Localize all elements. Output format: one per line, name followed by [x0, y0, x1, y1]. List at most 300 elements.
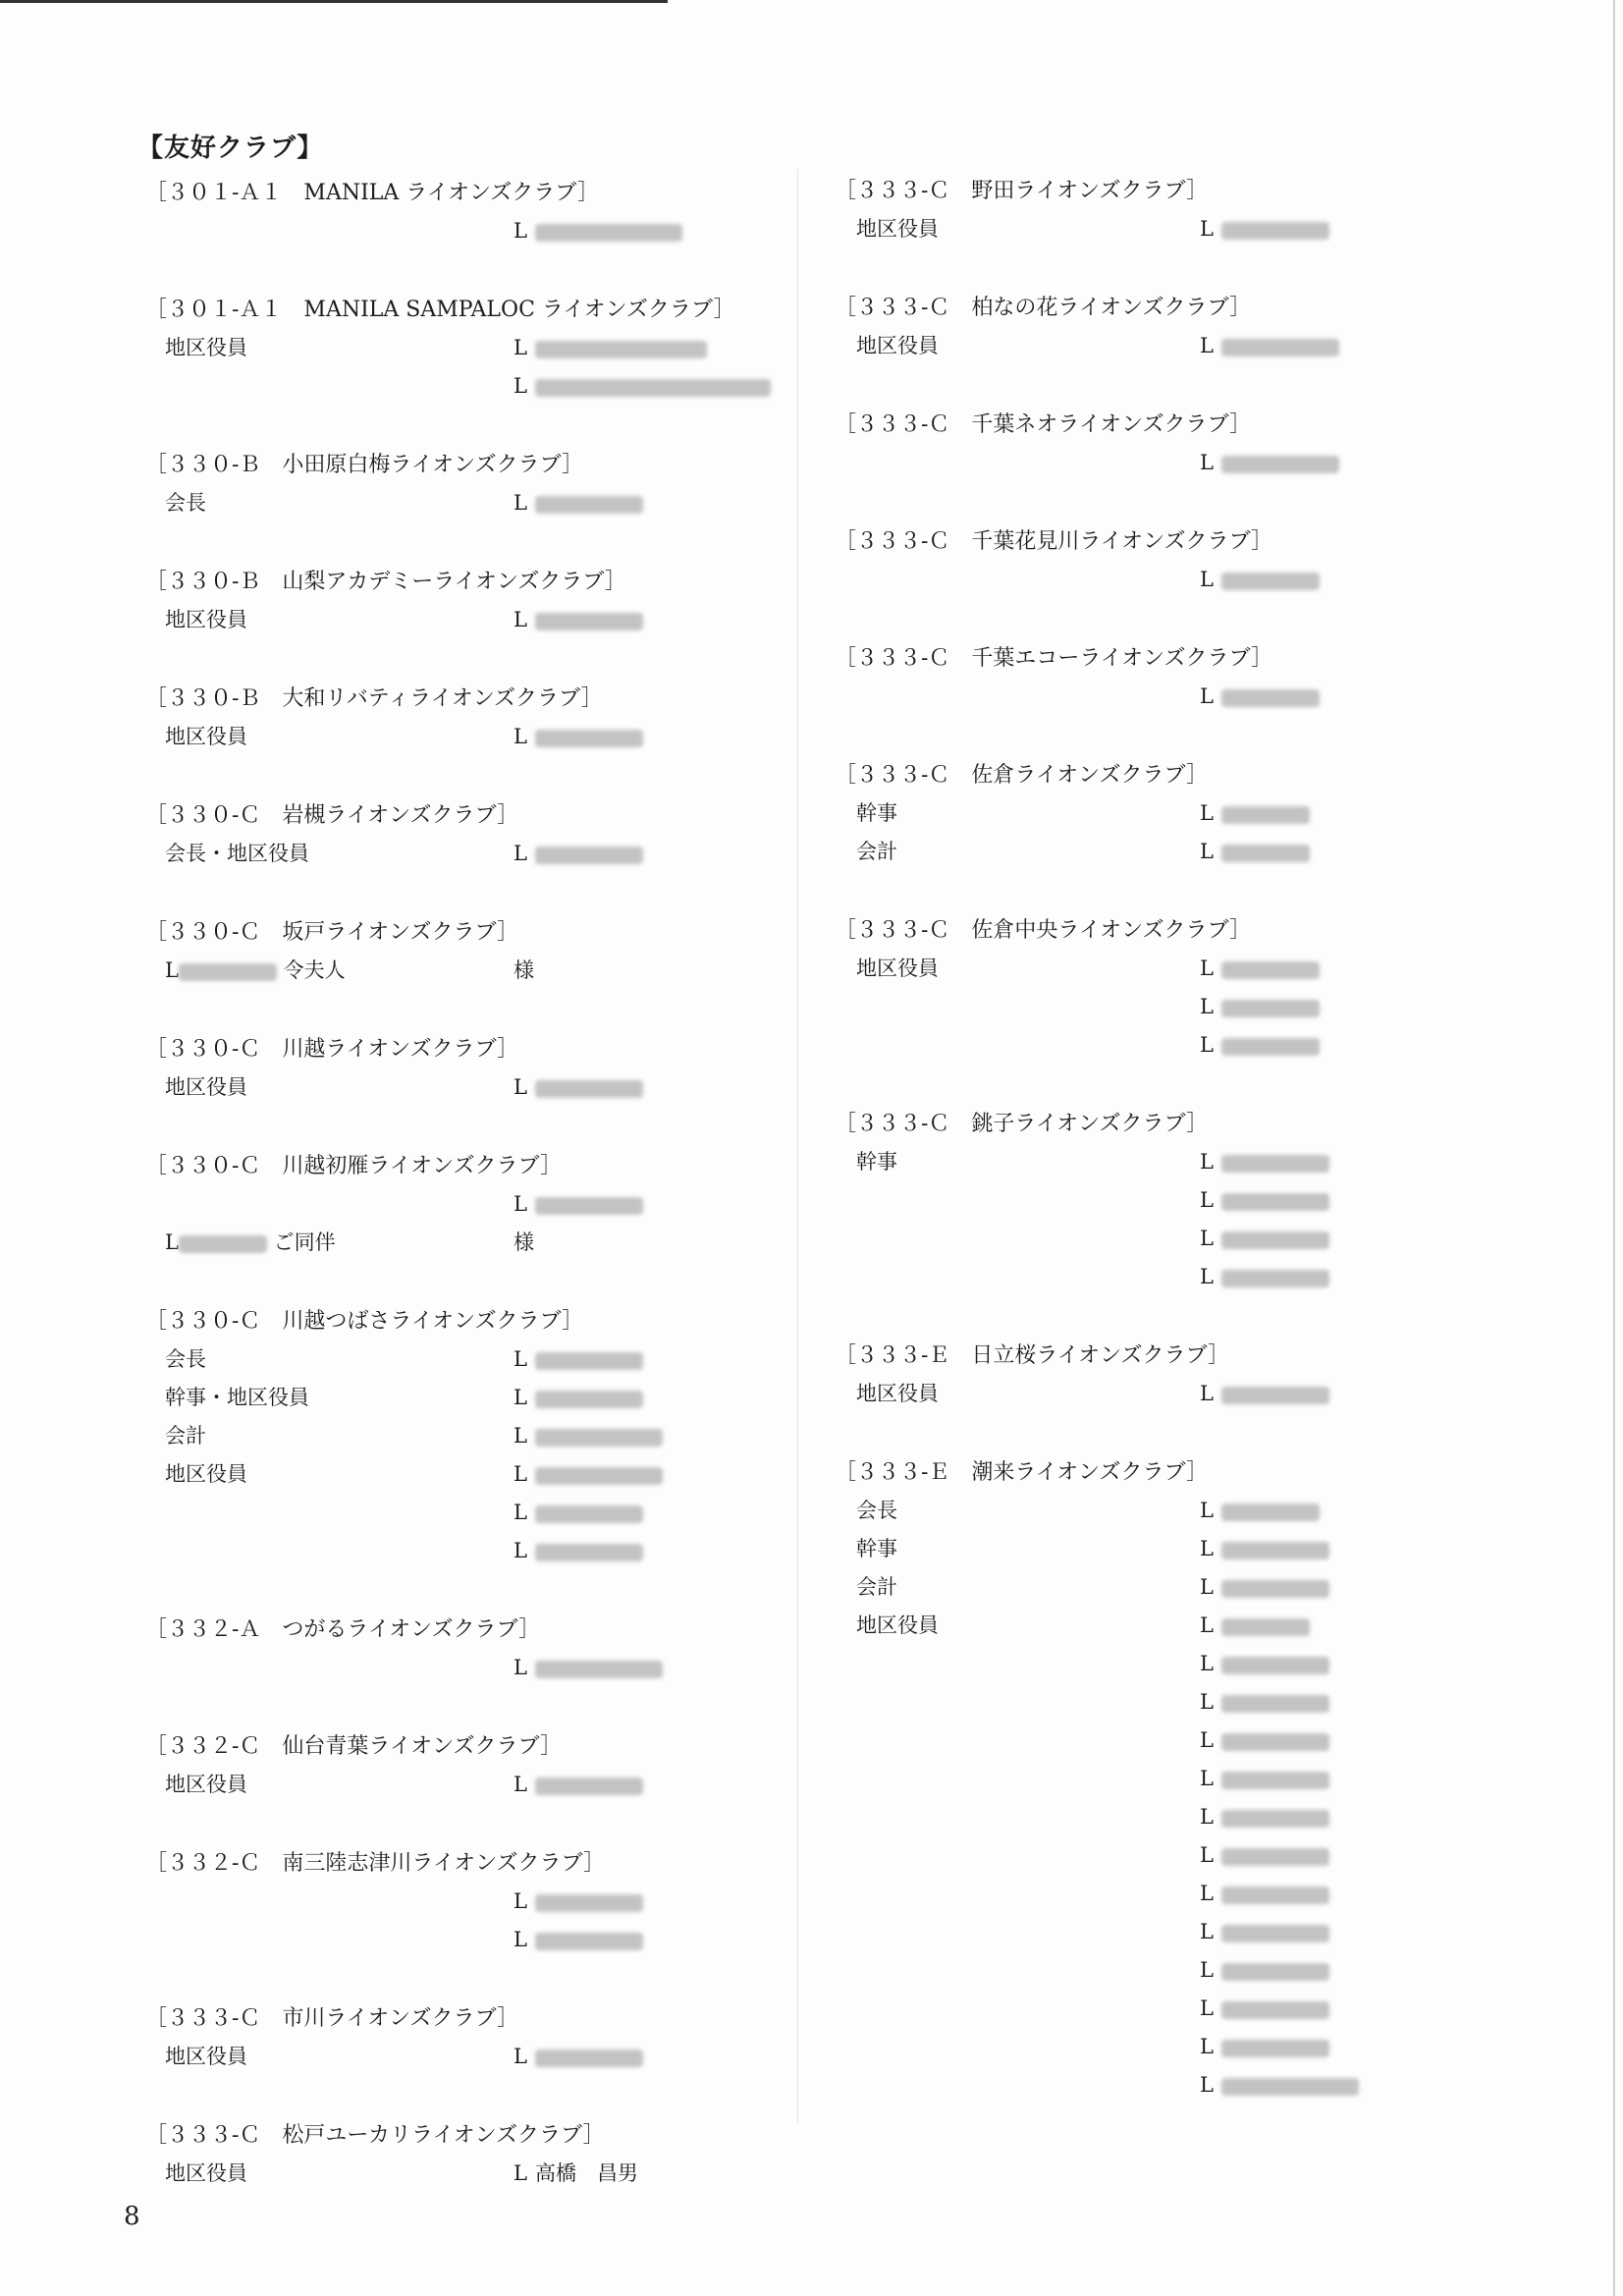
member-line [835, 678, 1424, 716]
redacted-name [1221, 1503, 1320, 1521]
member-role: 地区役員 [165, 608, 247, 631]
redacted-name [1221, 1387, 1329, 1404]
member-name [514, 2155, 638, 2193]
club-entry [145, 2000, 774, 2076]
club-title: ［３３３-Ｃ 松戸ユーカリライオンズクラブ］ [145, 2123, 605, 2148]
member-name [514, 1068, 643, 1107]
member-name [514, 1379, 643, 1417]
club-entry [145, 1612, 774, 1687]
member-role: 地区役員 [165, 2161, 247, 2185]
member-line [835, 1492, 1424, 1530]
member-line [145, 2038, 774, 2076]
redacted-name [535, 1544, 643, 1561]
member-name [1200, 1875, 1329, 1913]
redacted-name [1221, 1038, 1320, 1056]
member-line [145, 1340, 774, 1379]
redacted-name [535, 1391, 643, 1408]
member-line [835, 1722, 1424, 1760]
member-name [1200, 1181, 1329, 1220]
honorific: 様 [514, 958, 534, 982]
member-name [514, 1649, 663, 1687]
member-role: 会長 [165, 1347, 206, 1371]
redacted-name [1221, 1580, 1329, 1598]
member-name [1200, 1645, 1329, 1683]
redacted-name [1221, 456, 1339, 473]
member-prefix: L [1200, 1805, 1214, 1829]
right-column [835, 173, 1424, 2146]
member-prefix: L [514, 608, 527, 631]
member-line [835, 444, 1424, 482]
member-role: 会長 [856, 1499, 897, 1522]
member-line [145, 1417, 774, 1455]
member-prefix: L [514, 374, 527, 398]
redacted-name [1221, 2001, 1329, 2019]
member-prefix: L [514, 842, 527, 865]
redacted-name [535, 341, 707, 358]
club-title: ［３３２-Ｃ 南三陸志津川ライオンズクラブ］ [145, 1851, 606, 1876]
member-name [1200, 1798, 1329, 1836]
redacted-name [1221, 1963, 1329, 1981]
member-prefix: L [1200, 217, 1214, 241]
member-prefix: L [1200, 568, 1214, 591]
member-prefix: L [1200, 1996, 1214, 2020]
member-name [1200, 1026, 1320, 1065]
club-entry [835, 407, 1424, 482]
member-line [835, 1951, 1424, 1990]
redacted-name [1221, 222, 1329, 240]
member-name [1200, 794, 1310, 833]
member-line [835, 1220, 1424, 1258]
member-name [1200, 2066, 1359, 2105]
redacted-name [1221, 806, 1310, 824]
club-entry [145, 2117, 774, 2193]
member-prefix: L [1200, 1537, 1214, 1560]
member-prefix: L [1200, 1958, 1214, 1982]
member-line [835, 1530, 1424, 1568]
redacted-name [535, 2050, 643, 2067]
member-name [1200, 561, 1320, 599]
redacted-name [535, 1467, 663, 1485]
member-prefix: L [514, 1192, 527, 1216]
member-line [145, 484, 774, 522]
redacted-name [535, 613, 643, 630]
member-role: 地区役員 [165, 1075, 247, 1099]
redacted-name [535, 1894, 643, 1912]
member-name [1200, 1530, 1329, 1568]
redacted-name [1221, 1542, 1329, 1559]
club-title: ［３３３-Ｃ 佐倉中央ライオンズクラブ］ [835, 918, 1252, 943]
honorific: 様 [514, 1230, 534, 1254]
member-line [145, 1766, 774, 1804]
club-entry [835, 173, 1424, 248]
member-role: 幹事 [856, 1537, 897, 1560]
member-prefix: L [1200, 1843, 1214, 1867]
redacted-name [1221, 2078, 1359, 2096]
redacted-name [1221, 1733, 1329, 1751]
redacted-name [535, 1197, 643, 1215]
member-line [835, 794, 1424, 833]
club-title: ［３３３-Ｅ 潮来ライオンズクラブ］ [835, 1460, 1209, 1485]
member-role: 地区役員 [165, 2045, 247, 2068]
club-title: ［３３３-Ｃ 柏なの花ライオンズクラブ］ [835, 296, 1252, 320]
member-line [835, 1181, 1424, 1220]
member-name [1200, 1143, 1329, 1181]
member-prefix: L [1200, 1690, 1214, 1714]
redacted-name [1221, 1193, 1329, 1211]
member-prefix: L [514, 1773, 527, 1796]
member-prefix: L [1200, 1767, 1214, 1790]
member-role: 地区役員 [165, 336, 247, 359]
member-line [835, 1836, 1424, 1875]
member-line [835, 1645, 1424, 1683]
companion-entry [165, 1224, 336, 1262]
club-title: ［３０１-Ａ１ MANILA SAMPALOC ライオンズクラブ］ [145, 298, 735, 322]
member-name [514, 367, 771, 406]
member-prefix: L [1200, 1150, 1214, 1174]
club-entry [835, 757, 1424, 871]
member-line [145, 718, 774, 756]
redacted-name [1221, 573, 1320, 590]
member-prefix: L [514, 1656, 527, 1679]
member-prefix: L [1200, 801, 1214, 825]
member-line [835, 988, 1424, 1026]
redacted-name [1221, 1925, 1329, 1942]
club-entry [835, 1338, 1424, 1413]
member-role: 地区役員 [856, 957, 939, 980]
member-name [1200, 1990, 1329, 2028]
member-prefix: L [514, 1424, 527, 1448]
member-name [1200, 1722, 1329, 1760]
member-line [145, 1185, 774, 1224]
member-line [145, 835, 774, 873]
club-entry [145, 1148, 774, 1262]
redacted-name [535, 730, 643, 747]
redacted-name [535, 1080, 643, 1098]
companion-name [514, 952, 534, 990]
redacted-name [1221, 1886, 1329, 1904]
member-name [514, 1921, 643, 1959]
member-prefix: L [1200, 840, 1214, 863]
member-line [835, 327, 1424, 365]
member-name [1200, 1913, 1329, 1951]
redacted-name [1221, 845, 1310, 862]
redacted-name [179, 963, 277, 981]
redacted-name [535, 847, 643, 864]
member-line [835, 1683, 1424, 1722]
member-role: 地区役員 [165, 1773, 247, 1796]
member-name [514, 329, 707, 367]
member-role: 会長・地区役員 [165, 842, 309, 865]
redacted-name [535, 1352, 643, 1370]
member-name [514, 601, 643, 639]
member-line [145, 952, 774, 990]
redacted-name [535, 224, 682, 242]
redacted-name [1221, 2040, 1329, 2057]
member-role: 会長 [165, 491, 206, 515]
member-name [1200, 210, 1329, 248]
member-line [145, 367, 774, 406]
club-entry [145, 1845, 774, 1959]
member-prefix: L [514, 336, 527, 359]
member-prefix: L [514, 1347, 527, 1371]
member-name [514, 1455, 663, 1494]
redacted-name [1221, 1231, 1329, 1249]
club-title: ［３３３-Ｅ 日立桜ライオンズクラブ］ [835, 1343, 1230, 1368]
member-name [514, 1185, 643, 1224]
member-prefix: L [1200, 2073, 1214, 2097]
member-name [1200, 1607, 1310, 1645]
redacted-name [179, 1235, 267, 1253]
column-divider [797, 169, 798, 2123]
club-title: ［３３０-Ｃ 坂戸ライオンズクラブ］ [145, 920, 519, 945]
page-number: 8 [124, 2202, 140, 2231]
member-prefix: L [514, 1075, 527, 1099]
member-prefix: L [1200, 1382, 1214, 1405]
club-entry [145, 447, 774, 522]
member-line [145, 1494, 774, 1532]
member-prefix: L [514, 491, 527, 515]
member-line [145, 1224, 774, 1262]
member-name [1200, 678, 1320, 716]
member-prefix: L [1200, 2035, 1214, 2058]
member-prefix: L [514, 1889, 527, 1913]
club-title: ［３３２-Ｃ 仙台青葉ライオンズクラブ］ [145, 1734, 563, 1759]
member-line [835, 1026, 1424, 1065]
redacted-name [535, 379, 771, 397]
member-line [835, 1568, 1424, 1607]
member-role: 地区役員 [856, 1382, 939, 1405]
redacted-name [535, 1777, 643, 1795]
member-name [1200, 833, 1310, 871]
member-prefix: L [1200, 1575, 1214, 1599]
member-name [514, 1532, 643, 1570]
member-prefix: L [514, 2161, 527, 2185]
member-line [835, 1798, 1424, 1836]
member-role: 幹事・地区役員 [165, 1386, 309, 1409]
redacted-name [1221, 1695, 1329, 1713]
member-prefix: L [514, 2045, 527, 2068]
club-title: ［３３３-Ｃ 千葉ネオライオンズクラブ］ [835, 412, 1252, 437]
member-prefix: L [165, 1230, 179, 1254]
member-line [145, 2155, 774, 2193]
member-name [514, 212, 682, 250]
club-entry [145, 175, 774, 250]
member-role: 地区役員 [165, 1462, 247, 1486]
member-name [1200, 1836, 1329, 1875]
member-name [514, 484, 643, 522]
member-prefix: L [514, 1539, 527, 1562]
redacted-name [1221, 1155, 1329, 1173]
member-prefix: L [1200, 1499, 1214, 1522]
member-name [1200, 1220, 1329, 1258]
member-name [1200, 1568, 1329, 1607]
member-name [1200, 2028, 1329, 2066]
redacted-name [1221, 1618, 1310, 1636]
member-prefix: L [1200, 1188, 1214, 1212]
member-prefix: L [1200, 1265, 1214, 1288]
scan-right-edge [1613, 0, 1615, 2296]
member-role: 地区役員 [165, 725, 247, 748]
member-line [145, 1883, 774, 1921]
member-line [835, 561, 1424, 599]
club-entry [145, 797, 774, 873]
member-name [1200, 1375, 1329, 1413]
member-prefix: L [514, 219, 527, 243]
member-line [835, 950, 1424, 988]
member-prefix: L [1200, 334, 1214, 357]
redacted-name [1221, 1000, 1320, 1017]
member-name [514, 1417, 663, 1455]
member-role: 会計 [856, 840, 897, 863]
member-line [145, 1532, 774, 1570]
member-line [145, 212, 774, 250]
member-role: 地区役員 [856, 1613, 939, 1637]
member-line [835, 1258, 1424, 1296]
member-line [835, 2028, 1424, 2066]
club-title: ［３３３-Ｃ 野田ライオンズクラブ］ [835, 179, 1209, 203]
redacted-name [535, 1661, 663, 1678]
member-prefix: L [514, 1462, 527, 1486]
redacted-name [1221, 1810, 1329, 1828]
club-entry [835, 912, 1424, 1065]
member-name [514, 1494, 643, 1532]
member-name [514, 718, 643, 756]
redacted-name [535, 1505, 643, 1523]
member-prefix: L [165, 958, 179, 982]
redacted-name [1221, 1772, 1329, 1789]
member-line [145, 601, 774, 639]
member-line [835, 1375, 1424, 1413]
redacted-name [1221, 1848, 1329, 1866]
redacted-name [1221, 339, 1339, 356]
club-entry [145, 1031, 774, 1107]
member-line [145, 1068, 774, 1107]
member-name [1200, 950, 1320, 988]
member-role: 会計 [165, 1424, 206, 1448]
member-line [835, 1990, 1424, 2028]
redacted-name [1221, 1657, 1329, 1674]
member-line [835, 210, 1424, 248]
club-entry [145, 292, 774, 406]
member-name [1200, 988, 1320, 1026]
member-prefix: L [514, 725, 527, 748]
member-role: 地区役員 [856, 217, 939, 241]
member-role: 地区役員 [856, 334, 939, 357]
companion-entry [165, 952, 346, 990]
member-prefix: L [1200, 1227, 1214, 1250]
member-prefix: L [1200, 684, 1214, 708]
club-entry [145, 1303, 774, 1570]
club-title: ［３０１-Ａ１ MANILA ライオンズクラブ］ [145, 181, 599, 205]
member-role: 幹事 [856, 1150, 897, 1174]
member-role: 幹事 [856, 801, 897, 825]
club-entry [835, 1106, 1424, 1296]
redacted-name [1221, 1270, 1329, 1287]
club-title: ［３３０-Ｃ 岩槻ライオンズクラブ］ [145, 803, 519, 828]
member-name [1200, 1683, 1329, 1722]
club-title: ［３３０-Ｃ 川越つばさライオンズクラブ］ [145, 1309, 584, 1334]
member-line [835, 2066, 1424, 2105]
member-line [145, 1921, 774, 1959]
club-title: ［３３０-Ｂ 小田原白梅ライオンズクラブ］ [145, 453, 584, 477]
member-line [835, 1913, 1424, 1951]
member-line [145, 1649, 774, 1687]
member-prefix: L [1200, 995, 1214, 1018]
redacted-name [1221, 689, 1320, 707]
member-prefix: L [1200, 1728, 1214, 1752]
club-title: ［３３３-Ｃ 千葉花見川ライオンズクラブ］ [835, 529, 1273, 554]
member-line [835, 1760, 1424, 1798]
member-prefix: L [1200, 1613, 1214, 1637]
member-name [1200, 444, 1339, 482]
club-title: ［３３２-Ａ つがるライオンズクラブ］ [145, 1617, 541, 1642]
redacted-name [535, 1429, 663, 1447]
member-name [1200, 1760, 1329, 1798]
member-prefix: L [1200, 957, 1214, 980]
member-prefix: L [514, 1386, 527, 1409]
club-entry [835, 290, 1424, 365]
member-line [835, 1875, 1424, 1913]
member-prefix: L [514, 1928, 527, 1951]
member-name [514, 1340, 643, 1379]
member-name [514, 2038, 643, 2076]
member-name [514, 1883, 643, 1921]
club-entry [835, 1454, 1424, 2105]
companion-label: ご同伴 [266, 1230, 336, 1254]
member-name [1200, 1492, 1320, 1530]
section-heading: 【友好クラブ】 [137, 134, 324, 163]
member-prefix: L [1200, 1920, 1214, 1943]
member-line [145, 1379, 774, 1417]
member-name [514, 835, 643, 873]
member-line [835, 1143, 1424, 1181]
member-name [1200, 1951, 1329, 1990]
club-title: ［３３０-Ｃ 川越初雁ライオンズクラブ］ [145, 1154, 563, 1178]
redacted-name [1221, 961, 1320, 979]
member-line [145, 329, 774, 367]
club-title: ［３３０-Ｂ 大和リバティライオンズクラブ］ [145, 686, 603, 711]
club-title: ［３３３-Ｃ 市川ライオンズクラブ］ [145, 2006, 519, 2031]
member-prefix: L [1200, 451, 1214, 474]
companion-name [514, 1224, 534, 1262]
redacted-name [535, 496, 643, 514]
club-entry [145, 681, 774, 756]
club-entry [145, 1728, 774, 1804]
member-line [145, 1455, 774, 1494]
club-entry [835, 523, 1424, 599]
redacted-name [535, 1933, 643, 1950]
club-entry [145, 564, 774, 639]
club-title: ［３３０-Ｃ 川越ライオンズクラブ］ [145, 1037, 519, 1062]
member-line [835, 1607, 1424, 1645]
club-title: ［３３３-Ｃ 銚子ライオンズクラブ］ [835, 1112, 1209, 1136]
member-name [514, 1766, 643, 1804]
club-title: ［３３３-Ｃ 千葉エコーライオンズクラブ］ [835, 646, 1273, 671]
member-prefix: L [1200, 1882, 1214, 1905]
member-name [1200, 327, 1339, 365]
member-name [1200, 1258, 1329, 1296]
member-line [835, 833, 1424, 871]
club-entry [145, 914, 774, 990]
left-column [145, 175, 774, 2234]
companion-label: 令夫人 [276, 958, 346, 982]
club-entry [835, 640, 1424, 716]
club-title: ［３３３-Ｃ 佐倉ライオンズクラブ］ [835, 763, 1209, 788]
member-prefix: L [1200, 1033, 1214, 1057]
member-prefix: L [514, 1501, 527, 1524]
member-prefix: L [1200, 1652, 1214, 1675]
club-title: ［３３０-Ｂ 山梨アカデミーライオンズクラブ］ [145, 570, 626, 594]
